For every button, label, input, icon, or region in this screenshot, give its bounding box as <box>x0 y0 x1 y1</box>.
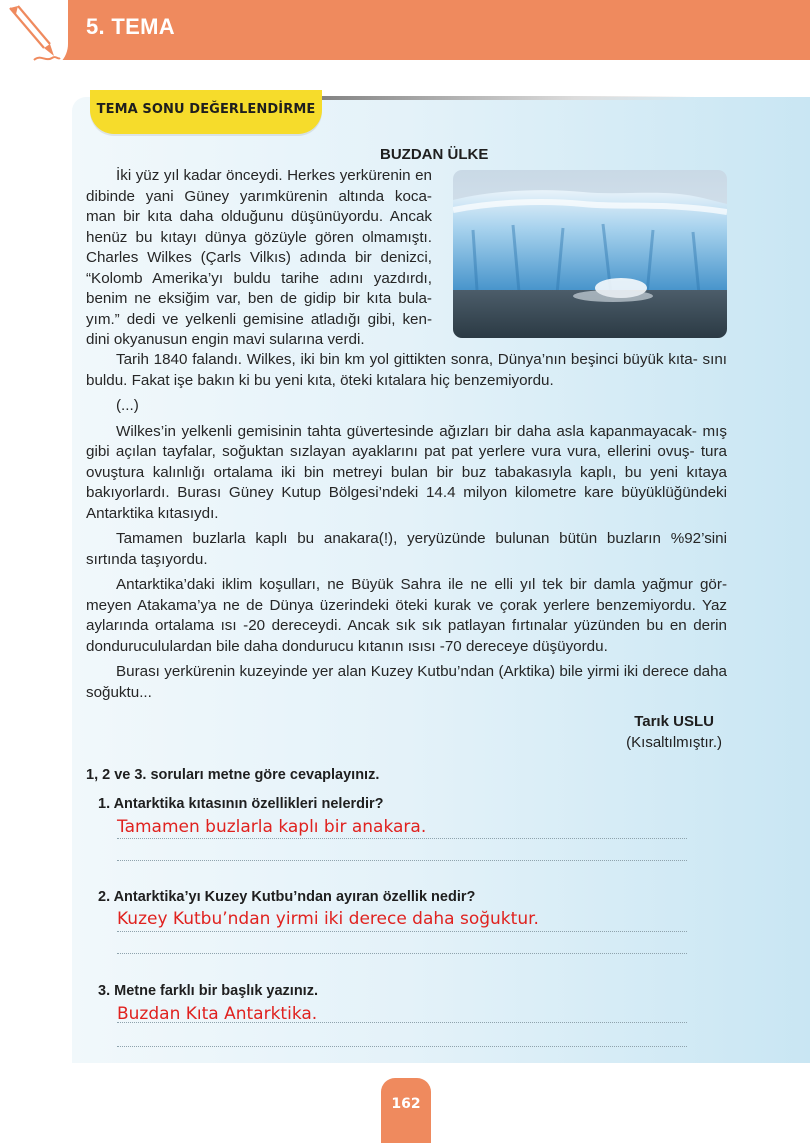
pen-icon <box>4 4 62 66</box>
body-paragraph-3: Wilkes’in yelkenli gemisinin tahta güvertesinde ağızları bir daha asla kapanmayacak- mış gibi açılan tayfalar, soğuktan sızlayan ayaklarını pat pat yerlere vura vura, ellerini ovuş- tura ovuştura kalınlığı ortalama iki bin metreyi bulan bir buz tabakasıyla kaplı, bu yeni kıtaya bakıyorlardı. Burası Güney Kutup Bölgesi’ndeki 14.4 milyon kilometre kare büyüklüğündeki Antarktika kıtasıydı. <box>86 422 727 522</box>
intro-paragraph: İki yüz yıl kadar önceydi. Herkes yerkürenin en dibinde yani Güney yarımkürenin altında koca- man bir kıta daha olduğunu düşünüyordu. Ancak henüz bu kıtayı dünya gözüyle gören olmamıştı. Charles Wilkes (Çarls Vilkıs) adında bir denizci, “Kolomb Amerika’yı buldu tarihe adını yazdırdı, benim ne eksiğim var, ben de gidip bir kıta bula- yım.” dedi ve yelkenli gemisine atladığı gibi, ken- dini okyanusun engin mavi sularına verdi. <box>86 167 432 348</box>
banner-label: TEMA SONU DEĞERLENDİRME <box>96 102 316 117</box>
section-banner <box>90 90 700 140</box>
body-paragraph-1: Tarih 1840 falandı. Wilkes, iki bin km yol gittikten sonra, Dünya’nın beşinci büyük kıta- sını buldu. Fakat işe bakın ki bu yeni kıta, öteki kıtalara hiç benzemiyordu. <box>86 351 727 389</box>
abridged-note: (Kısaltılmıştır.) <box>626 734 722 751</box>
body-paragraph-5: Antarktika’daki iklim koşulları, ne Büyük Sahra ile ne elli yıl tek bir damla yağmur gör- meyen Atakama’ya ne de Dünya üzerindeki öteki kurak ve çorak yerlere benzemiyordu. Yaz aylarında ortalama ısı -20 dereceydi. Ancak sık sık patlayan fırtınalar yüzünden bu en derin dondurucululardan bile daha dondurucu kıtanın ısısı -70 dereceye düşüyordu. <box>86 576 727 655</box>
question-1: 1. Antarktika kıtasının özellikleri nelerdir? <box>98 796 384 812</box>
body-paragraph-2: (...) <box>116 397 139 414</box>
iceberg-photo <box>453 170 727 338</box>
answer-line-3b <box>117 1046 687 1047</box>
author-name: Tarık USLU <box>634 713 714 730</box>
body-paragraph-4: Tamamen buzlarla kaplı bu anakara(!), yeryüzünde bulunan bütün buzların %92’sini sırtında taşıyordu. <box>86 530 727 568</box>
page-number: 162 <box>391 1096 421 1112</box>
answer-line-3a <box>117 1022 687 1023</box>
glacier-image <box>453 170 727 338</box>
answer-line-2a <box>117 931 687 932</box>
answer-line-2b <box>117 953 687 954</box>
page-tab-bottom <box>381 1108 431 1143</box>
banner-line <box>295 96 695 100</box>
answer-3[interactable]: Buzdan Kıta Antarktika. <box>117 1004 318 1024</box>
instructions: 1, 2 ve 3. soruları metne göre cevaplayınız. <box>86 767 380 783</box>
answer-1[interactable]: Tamamen buzlarla kaplı bir anakara. <box>117 817 427 837</box>
story-intro <box>86 166 432 351</box>
story-body <box>86 350 727 708</box>
theme-title: 5. TEMA <box>86 14 175 39</box>
author-block <box>626 711 722 753</box>
question-2: 2. Antarktika’yı Kuzey Kutbu’ndan ayıran özellik nedir? <box>98 889 476 905</box>
body-paragraph-6: Burası yerkürenin kuzeyinde yer alan Kuzey Kutbu’ndan (Arktika) bile yirmi iki derece daha soğuktu... <box>86 663 727 701</box>
story-title: BUZDAN ÜLKE <box>380 146 489 163</box>
question-3: 3. Metne farklı bir başlık yazınız. <box>98 983 318 999</box>
header-notch <box>0 0 68 70</box>
answer-line-1a <box>117 838 687 839</box>
answer-2[interactable]: Kuzey Kutbu’ndan yirmi iki derece daha soğuktur. <box>117 909 539 929</box>
answer-line-1b <box>117 860 687 861</box>
